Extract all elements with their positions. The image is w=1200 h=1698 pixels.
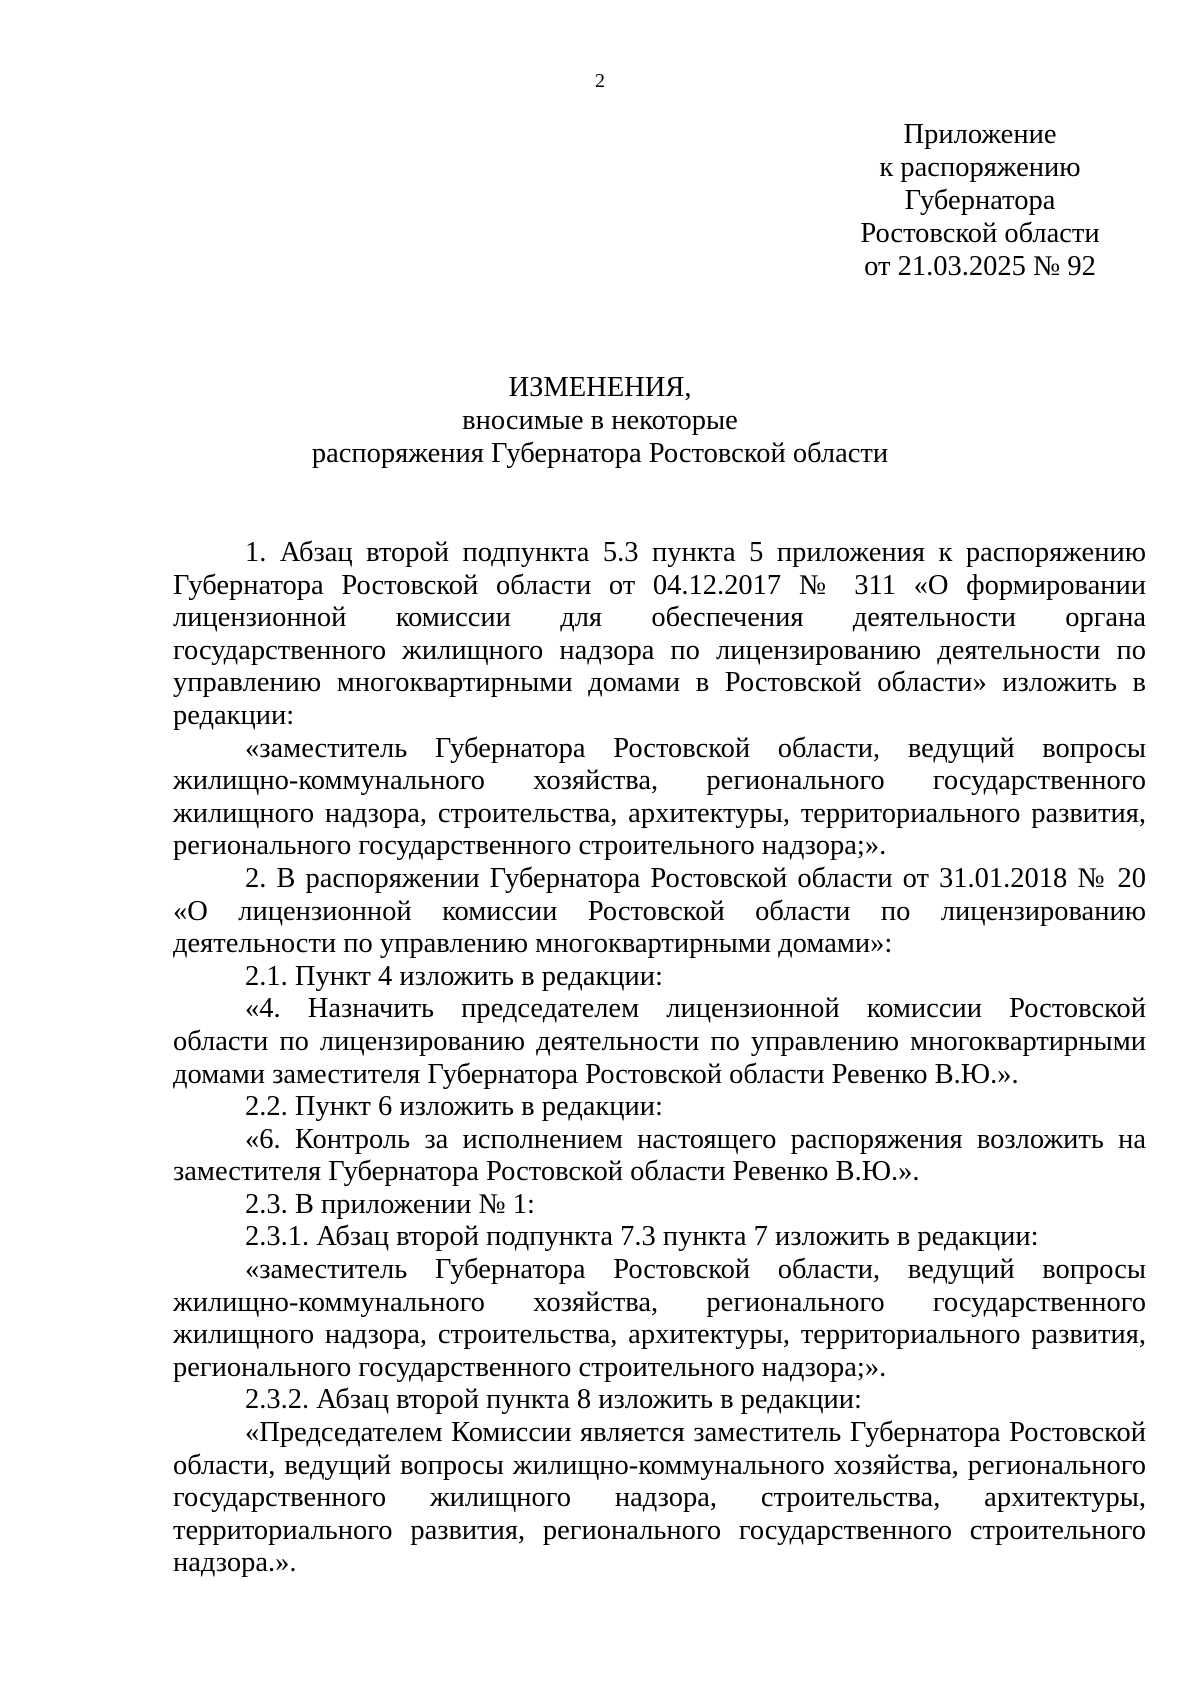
document-body bbox=[173, 537, 1146, 1580]
title-line: распоряжения Губернатора Ростовской области bbox=[311, 438, 889, 469]
title-line: вносимые в некоторые bbox=[462, 405, 738, 436]
appendix-line: Губернатора bbox=[904, 185, 1056, 216]
paragraph: 2. В распоряжении Губернатора Ростовской области от 31.01.2018 № 20 «О лицензионной комиссии Ростовской области по лицензированию деятельности по управлению многоквартирными домами»: bbox=[173, 862, 1146, 960]
appendix-line: Ростовской области bbox=[860, 218, 1100, 249]
appendix-line: к распоряжению bbox=[879, 152, 1081, 183]
paragraph: «6. Контроль за исполнением настоящего распоряжения возложить на заместителя Губернатора Ростовской области Ревенко В.Ю.». bbox=[173, 1123, 1146, 1188]
appendix-line: Приложение bbox=[903, 119, 1057, 150]
page-number: 2 bbox=[595, 70, 605, 92]
paragraph: 2.3.1. Абзац второй подпункта 7.3 пункта 7 изложить в редакции: bbox=[245, 1221, 1039, 1253]
paragraph: «заместитель Губернатора Ростовской области, ведущий вопросы жилищно-коммунального хозяйства, регионального государственного жилищного надзора, строительства, архитектуры, территориального развития, регионального государственного строительного надзора;». bbox=[173, 1254, 1146, 1383]
paragraph: 2.3.2. Абзац второй пункта 8 изложить в редакции: bbox=[245, 1384, 862, 1416]
paragraph: 1. Абзац второй подпункта 5.3 пункта 5 приложения к распоряжению Губернатора Ростовской области от 04.12.2017 № 311 «О формировании лицензионной комиссии для обеспечения деятельности органа государственного жилищного надзора по лицензированию деятельности по управлению многоквартирными домами в Ростовской области» изложить в редакции: bbox=[173, 537, 1146, 731]
paragraph: 2.3. В приложении № 1: bbox=[245, 1188, 535, 1220]
appendix-line: от 21.03.2025 № 92 bbox=[864, 251, 1096, 282]
appendix-header bbox=[830, 118, 1130, 283]
paragraph: 2.1. Пункт 4 изложить в редакции: bbox=[245, 960, 663, 992]
paragraph: «заместитель Губернатора Ростовской области, ведущий вопросы жилищно-коммунального хозяйства, регионального государственного жилищного надзора, строительства, архитектуры, территориального развития, регионального государственного строительного надзора;». bbox=[173, 732, 1146, 862]
title-heading: ИЗМЕНЕНИЯ, bbox=[508, 372, 692, 403]
paragraph: 2.2. Пункт 6 изложить в редакции: bbox=[245, 1091, 663, 1123]
paragraph: «4. Назначить председателем лицензионной комиссии Ростовской области по лицензированию деятельности по управлению многоквартирными домами заместителя Губернатора Ростовской области Ревенко В.Ю.». bbox=[173, 993, 1146, 1090]
paragraph: «Председателем Комиссии является заместитель Губернатора Ростовской области, ведущий вопросы жилищно-коммунального хозяйства, регионального государственного жилищного надзора, строительства, архитектуры, территориального развития, регионального государственного строительного надзора.». bbox=[173, 1417, 1146, 1579]
document-title bbox=[0, 371, 1200, 470]
